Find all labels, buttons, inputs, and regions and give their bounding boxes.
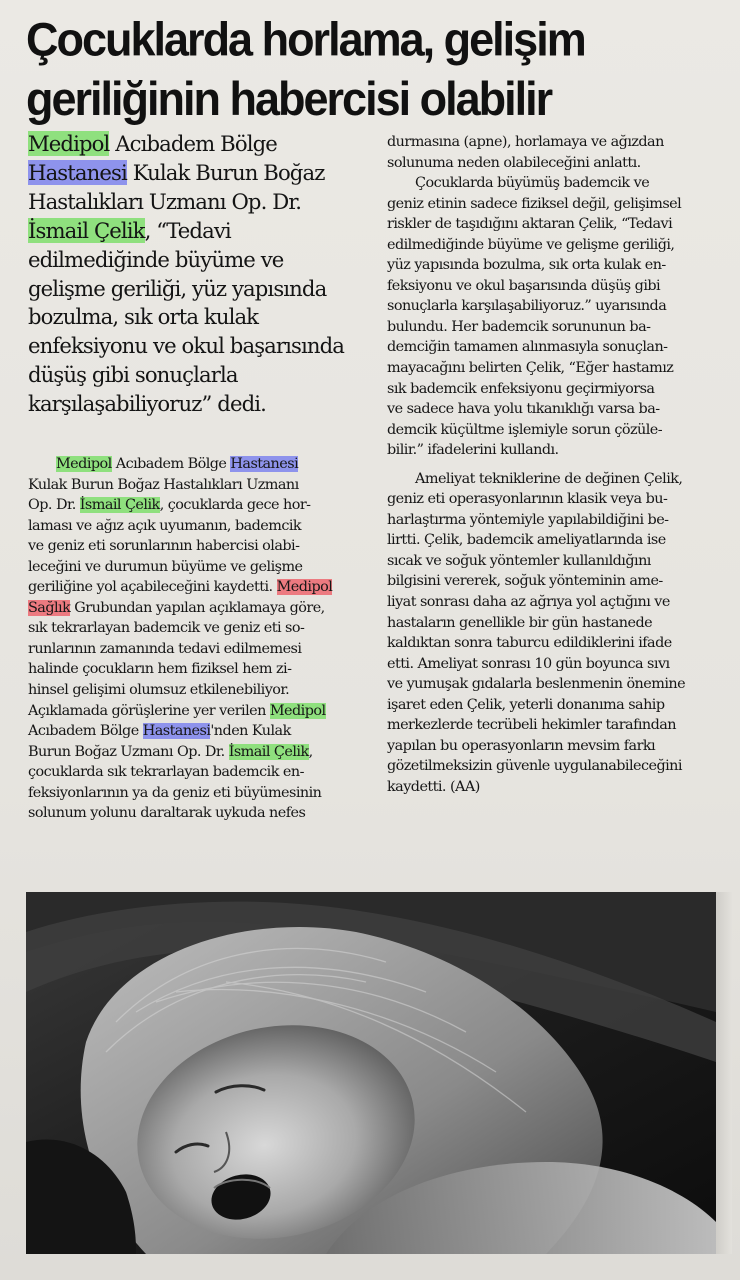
headline — [26, 10, 726, 129]
body-text: feksiyonlarının ya da geniz eti büyümesinin — [28, 784, 322, 801]
body-text: Acıbadem Bölge — [28, 723, 143, 740]
body-text: sık tekrarlayan bademcik ve geniz eti so- — [28, 620, 305, 637]
body-text: ve yumuşak gıdalarla beslenmenin önemine — [387, 676, 686, 693]
body-text: bulundu. Her bademcik sorununun ba- — [387, 318, 651, 335]
photo-sleeping-child — [26, 892, 716, 1254]
body-text: Açıklamada görüşlerine yer verilen — [28, 702, 270, 719]
body-text: hinsel gelişimi olumsuz etkilenebiliyor. — [28, 682, 290, 699]
lead-paragraph — [28, 130, 380, 419]
lead-text: Kulak Burun Boğaz — [126, 159, 325, 185]
highlight-medipol: Medipol — [276, 579, 333, 596]
body-text: Op. Dr. — [28, 497, 80, 514]
headline-line-2: geriliğinin habercisi olabilir — [26, 71, 552, 126]
body-text: mayacağını belirten Çelik, “Eğer hastamız — [387, 360, 674, 377]
body-text: durmasına (apne), horlamaya ve ağızdan — [387, 134, 664, 150]
highlight-saglik: Sağlık — [28, 599, 71, 616]
body-text: geriliğine yol açabileceğini kaydetti. — [28, 579, 277, 596]
body-text: solunum yolunu daraltarak uykuda nefes — [28, 805, 306, 822]
highlight-hastanesi: Hastanesi — [142, 723, 211, 740]
highlight-hastanesi: Hastanesi — [230, 456, 299, 472]
body-text: , çocuklarda gece hor- — [159, 497, 311, 514]
body-text: Burun Boğaz Uzmanı Op. Dr. — [28, 743, 229, 760]
body-text: işaret eden Çelik, yeterli donanıma sahip — [387, 696, 665, 713]
body-text: 'nden Kulak — [210, 723, 291, 740]
highlight-medipol: Medipol — [269, 702, 326, 719]
body-text: sıcak ve soğuk yöntemler kullanıldığını — [387, 552, 651, 569]
lead-text: , “Tedavi — [144, 217, 231, 243]
body-text: Grubundan yapılan açıklamaya göre, — [70, 599, 325, 616]
body-text: kaldıktan sonra taburcu edildiklerini ifade — [387, 635, 672, 652]
highlight-medipol: Medipol — [28, 131, 110, 156]
highlight-ismail-celik: İsmail Çelik — [79, 497, 160, 514]
body-text: ve geniz eti sorunlarının habercisi olabi- — [28, 538, 300, 555]
body-text: laması ve ağız açık uyumanın, bademcik — [28, 517, 302, 534]
highlight-hastanesi: Hastanesi — [28, 159, 127, 185]
body-text: bilgisini vererek, soğuk yönteminin ame- — [387, 573, 663, 590]
body-text: riskler de taşıdığını aktaran Çelik, “Tedavi — [387, 216, 673, 233]
body-text: leceğini ve durumun büyüme ve gelişme — [28, 558, 303, 575]
body-text: geniz eti operasyonlarının klasik veya bu- — [387, 491, 668, 508]
body-text: Ameliyat tekniklerine de değinen Çelik, — [415, 470, 683, 487]
photo-edge — [716, 892, 732, 1254]
body-text: , — [308, 743, 313, 760]
lead-text: enfeksiyonu ve okul başarısında — [28, 333, 344, 359]
body-text: bilir.” ifadelerini kullandı. — [387, 442, 559, 459]
body-text: demciğin tamamen alınmasıyla sonuçlan- — [387, 339, 668, 356]
body-text: runlarının zamanında tedavi edilmemesi — [28, 640, 302, 657]
lead-text: karşılaşabiliyoruz” dedi. — [28, 391, 266, 417]
body-text: hastaların genellikle bir gün hastanede — [387, 614, 653, 631]
highlight-ismail-celik: İsmail Çelik — [28, 217, 145, 243]
body-text: halinde çocukların hem fiziksel hem zi- — [28, 661, 292, 678]
photo-illustration — [26, 892, 716, 1254]
highlight-medipol: Medipol — [56, 456, 112, 472]
lead-text: Acıbadem Bölge — [109, 131, 277, 156]
body-text: demcik küçültme işlemiyle sorun çözüle- — [387, 421, 663, 438]
article-column-right — [387, 132, 725, 798]
body-text: geniz etinin sadece fiziksel değil, gelişimsel — [387, 195, 682, 212]
article-column-left — [28, 454, 366, 824]
body-text: solunuma neden olabileceğini anlattı. — [387, 154, 641, 171]
body-text: ve sadece hava yolu tıkanıklığı varsa ba- — [387, 401, 660, 418]
body-text: feksiyonu ve okul başarısında düşüş gibi — [387, 277, 661, 294]
lead-text: edilmediğinde büyüme ve — [28, 246, 284, 272]
body-text: gözetilmeksizin güvenle uygulanabileceğini — [387, 758, 682, 775]
body-text: lirtti. Çelik, bademcik ameliyatlarında ise — [387, 532, 666, 549]
headline-line-1: Çocuklarda horlama, gelişim — [26, 12, 585, 67]
lead-text: bozulma, sık orta kulak — [28, 304, 259, 330]
body-text: Çocuklarda büyümüş bademcik ve — [415, 175, 650, 192]
lead-text: düşüş gibi sonuçlarla — [28, 362, 238, 388]
body-text: yapılan bu operasyonların mevsim farkı — [387, 737, 656, 754]
body-text: merkezlerde tecrübeli hekimler tarafından — [387, 717, 677, 734]
body-text: sonuçlarla karşılaşabiliyoruz.” uyarısında — [387, 298, 667, 315]
body-text: harlaştırma yöntemiyle yapılabildiğini be- — [387, 511, 669, 528]
body-text: yüz yapısında bozulma, sık orta kulak en- — [387, 257, 666, 274]
body-text: çocuklarda sık tekrarlayan bademcik en- — [28, 764, 304, 781]
body-text: edilmediğinde büyüme ve gelişme geriliği, — [387, 236, 675, 253]
body-text: Acıbadem Bölge — [111, 456, 231, 472]
body-text: kaydetti. (AA) — [387, 778, 480, 795]
lead-text: Hastalıkları Uzmanı Op. Dr. — [28, 188, 302, 214]
body-text: etti. Ameliyat sonrası 10 gün boyunca sıvı — [387, 655, 670, 672]
body-text: liyat sonrası daha az ağrıya yol açtığını ve — [387, 594, 670, 611]
lead-text: gelişme geriliği, yüz yapısında — [28, 275, 327, 301]
body-text: Kulak Burun Boğaz Hastalıkları Uzmanı — [28, 476, 299, 493]
body-text: sık bademcik enfeksiyonu geçirmiyorsa — [387, 380, 655, 397]
highlight-ismail-celik: İsmail Çelik — [228, 743, 309, 760]
